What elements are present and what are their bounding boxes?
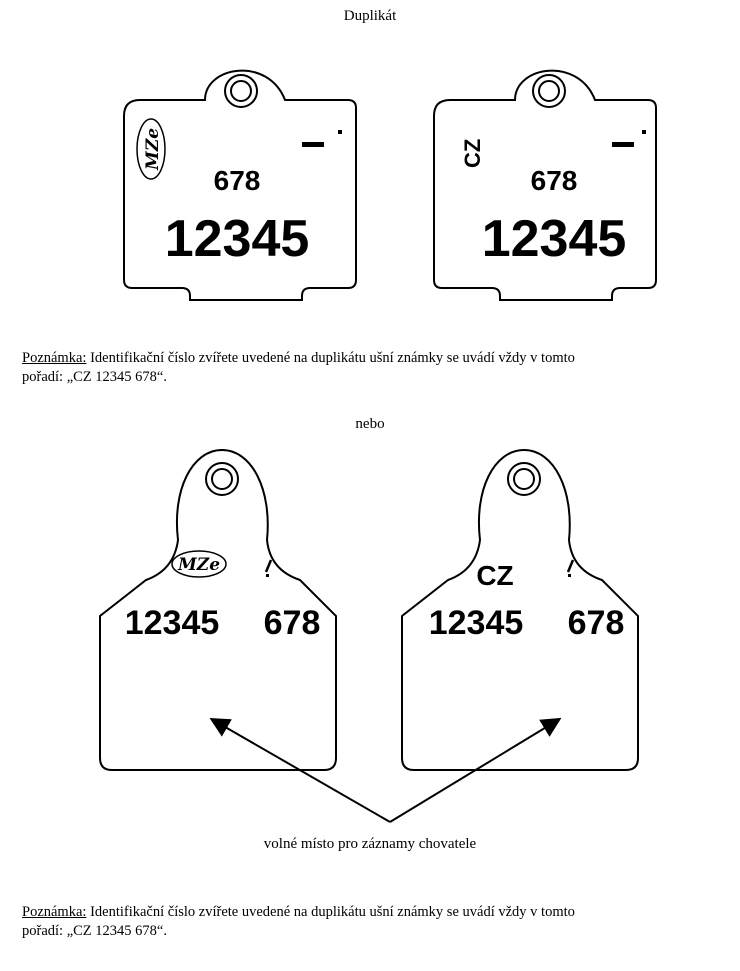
- tag-big-number: 12345: [481, 210, 627, 268]
- top-tags-figure: [0, 0, 740, 330]
- note-1: [22, 349, 722, 387]
- tag-mark: [612, 142, 634, 147]
- tag-big-number: 12345: [428, 604, 524, 642]
- tag-small-number: 678: [263, 604, 321, 642]
- note-text: pořadí: „CZ 12345 678“.: [22, 923, 167, 939]
- tag-mark-dot: [338, 130, 342, 134]
- note-text: pořadí: „CZ 12345 678“.: [22, 369, 167, 385]
- tag-mark: [302, 142, 324, 147]
- country-code: CZ: [460, 138, 485, 168]
- note-label: Poznámka:: [22, 904, 87, 920]
- tag-small-number: 678: [213, 165, 261, 196]
- tag-big-number: 12345: [164, 210, 310, 268]
- note-text: Identifikační číslo zvířete uvedené na duplikátu ušní známky se uvádí vždy v tomto: [86, 350, 575, 366]
- page-title: Duplikát: [343, 8, 397, 24]
- tag-small-number: 678: [567, 604, 625, 642]
- separator-text: nebo: [355, 416, 385, 432]
- bottom-tags-figure: [0, 430, 740, 830]
- mze-logo-text: MZe: [143, 127, 163, 170]
- tag-small-number: 678: [530, 165, 578, 196]
- mze-logo-text: MZe: [177, 555, 221, 575]
- arrow-caption: volné místo pro záznamy chovatele: [263, 836, 477, 852]
- tag-mark-dot: [642, 130, 646, 134]
- country-code: CZ: [476, 560, 514, 591]
- tag-big-number: 12345: [124, 604, 220, 642]
- note-text: Identifikační číslo zvířete uvedené na duplikátu ušní známky se uvádí vždy v tomto: [86, 904, 575, 920]
- note-label: Poznámka:: [22, 350, 87, 366]
- note-2: [22, 903, 722, 941]
